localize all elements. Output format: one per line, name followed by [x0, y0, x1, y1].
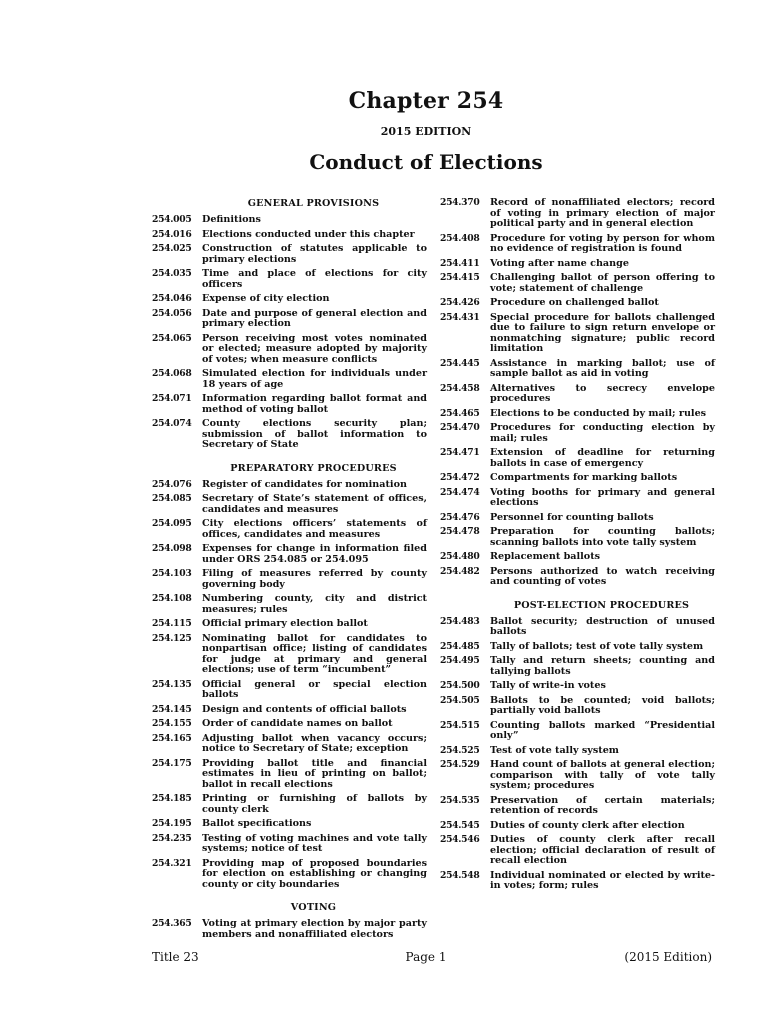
section-caption: Preservation of certain materials; retention of records	[490, 794, 715, 816]
toc-entry	[152, 680, 427, 701]
toc-entry	[440, 473, 715, 484]
toc-entry	[440, 760, 715, 792]
section-caption: Alternatives to secrecy envelope procedures	[490, 382, 715, 404]
section-number: 254.175	[152, 757, 192, 769]
toc-entry	[440, 721, 715, 742]
left-column	[152, 198, 427, 944]
section-number: 254.546	[440, 834, 480, 845]
section-caption: County elections security plan; submission of ballot information to Secretary of State	[202, 418, 427, 450]
section-number: 254.016	[152, 228, 192, 240]
toc-entry	[152, 215, 427, 226]
toc-entry	[440, 681, 715, 692]
toc-entry	[152, 309, 427, 330]
section-number: 254.465	[440, 407, 480, 419]
section-number: 254.482	[440, 565, 480, 577]
section-number: 254.135	[152, 678, 192, 690]
section-caption: Voting at primary election by major party members and nonaffiliated electors	[202, 918, 427, 940]
toc-entry	[152, 734, 427, 755]
toc-entry	[440, 259, 715, 270]
section-number: 254.500	[440, 680, 480, 691]
section-caption: Tally of ballots; test of vote tally system	[490, 640, 704, 652]
section-number: 254.056	[152, 307, 192, 319]
toc-entry	[152, 819, 427, 830]
toc-entry	[440, 384, 715, 405]
section-number: 254.108	[152, 593, 192, 604]
section-caption: Tally and return sheets; counting and tallying ballots	[490, 655, 715, 677]
toc-entry	[152, 244, 427, 265]
section-number: 254.525	[440, 744, 480, 756]
toc-entry	[152, 719, 427, 730]
section-number: 254.005	[152, 214, 192, 225]
toc-entry	[440, 359, 715, 380]
footer-page-number: Page 1	[405, 950, 447, 964]
toc-entry	[152, 594, 427, 615]
section-number: 254.076	[152, 478, 192, 490]
section-caption: Voting booths for primary and general elections	[490, 486, 715, 508]
section-number: 254.515	[440, 719, 480, 731]
toc-entry	[440, 642, 715, 653]
section-caption: Nominating ballot for candidates to nonpartisan office; listing of candidates for judge at primary and general elections; use of term “incumbent”	[202, 632, 427, 675]
section-number: 254.035	[152, 268, 192, 279]
section-caption: Personnel for counting ballots	[490, 511, 654, 523]
section-number: 254.474	[440, 486, 480, 498]
section-number: 254.471	[440, 447, 480, 458]
section-caption: Time and place of elections for city officers	[202, 268, 427, 290]
section-number: 254.365	[152, 918, 192, 929]
section-number: 254.408	[440, 232, 480, 244]
section-caption: Individual nominated or elected by write-in votes; form; rules	[490, 869, 715, 891]
section-caption: Special procedure for ballots challenged due to failure to sign return envelope or nonmatching signature; public record limitation	[490, 311, 715, 354]
section-caption: Date and purpose of general election and primary election	[202, 307, 427, 329]
section-caption: Challenging ballot of person offering to vote; statement of challenge	[490, 272, 715, 294]
section-caption: Providing map of proposed boundaries for election on establishing or changing county or city boundaries	[202, 857, 427, 890]
section-caption: Numbering county, city and district measures; rules	[202, 593, 427, 615]
toc-entry	[152, 834, 427, 855]
toc-entry	[152, 294, 427, 305]
section-caption: Compartments for marking ballots	[490, 472, 678, 483]
section-caption: Filing of measures referred by county governing body	[202, 568, 427, 590]
section-number: 254.472	[440, 472, 480, 483]
section-number: 254.155	[152, 718, 192, 729]
section-number: 254.431	[440, 311, 480, 323]
section-caption: Counting ballots marked “Presidential only”	[490, 719, 715, 741]
section-number: 254.195	[152, 818, 192, 829]
toc-entry	[152, 519, 427, 540]
section-number: 254.235	[152, 832, 192, 844]
section-number: 254.165	[152, 732, 192, 744]
section-caption: Providing ballot title and financial estimates in lieu of printing on ballot; ballot in recall elections	[202, 757, 427, 790]
section-caption: Extension of deadline for returning ballots in case of emergency	[490, 447, 715, 469]
section-number: 254.321	[152, 857, 192, 869]
toc-entry	[440, 409, 715, 420]
toc-entry	[152, 480, 427, 491]
section-number: 254.098	[152, 543, 192, 554]
toc-entry	[152, 369, 427, 390]
section-caption: Persons authorized to watch receiving and counting of votes	[490, 565, 715, 587]
section-heading: POST-ELECTION PROCEDURES	[513, 599, 690, 611]
section-number: 254.370	[440, 197, 480, 208]
section-number: 254.411	[440, 257, 480, 269]
section-caption: Assistance in marking ballot; use of sample ballot as aid in voting	[490, 357, 715, 379]
section-caption: Adjusting ballot when vacancy occurs; notice to Secretary of State; exception	[202, 732, 427, 754]
section-number: 254.125	[152, 632, 192, 644]
section-caption: Hand count of ballots at general election; comparison with tally of vote tally system; procedures	[490, 759, 715, 791]
toc-entry	[152, 569, 427, 590]
section-caption: Duties of county clerk after recall election; official declaration of result of recall election	[490, 834, 715, 866]
section-number: 254.445	[440, 357, 480, 369]
section-number: 254.085	[152, 493, 192, 504]
toc-entry	[440, 871, 715, 892]
section-number: 254.046	[152, 293, 192, 304]
toc-entry	[440, 298, 715, 309]
section-number: 254.483	[440, 615, 480, 627]
toc-entry	[152, 859, 427, 891]
section-number: 254.478	[440, 526, 480, 537]
toc-entry	[152, 494, 427, 515]
toc-entry	[440, 513, 715, 524]
section-caption: Simulated election for individuals under 18 years of age	[202, 368, 427, 390]
section-caption: Order of candidate names on ballot	[202, 718, 393, 729]
toc-entry	[152, 419, 427, 451]
section-number: 254.074	[152, 418, 192, 429]
section-number: 254.095	[152, 518, 192, 529]
section-number: 254.548	[440, 869, 480, 881]
section-caption: Printing or furnishing of ballots by county clerk	[202, 793, 427, 815]
page-title: Conduct of Elections	[309, 150, 543, 174]
toc-entry	[440, 821, 715, 832]
section-caption: Elections to be conducted by mail; rules	[490, 407, 707, 419]
section-number: 254.145	[152, 703, 192, 715]
toc-entry	[440, 617, 715, 638]
toc-entry	[440, 488, 715, 509]
toc-entry	[440, 746, 715, 757]
footer-edition: (2015 Edition)	[624, 950, 712, 964]
toc-entry	[440, 796, 715, 817]
toc-entry	[440, 656, 715, 677]
section-number: 254.545	[440, 819, 480, 831]
toc-entry	[152, 544, 427, 565]
section-number: 254.068	[152, 368, 192, 379]
section-caption: Definitions	[202, 214, 261, 225]
section-caption: Procedure for voting by person for whom no evidence of registration is found	[490, 232, 715, 254]
section-number: 254.505	[440, 694, 480, 706]
section-number: 254.185	[152, 793, 192, 804]
section-caption: Expenses for change in information filed under ORS 254.085 or 254.095	[202, 543, 427, 565]
footer-title: Title 23	[152, 950, 199, 964]
section-number: 254.025	[152, 243, 192, 254]
section-number: 254.529	[440, 759, 480, 770]
section-caption: Secretary of State’s statement of offices, candidates and measures	[202, 493, 427, 515]
edition-label: 2015 EDITION	[380, 125, 472, 138]
chapter-title: Chapter 254	[348, 88, 504, 114]
section-number: 254.476	[440, 511, 480, 523]
section-heading: GENERAL PROVISIONS	[247, 198, 380, 209]
section-number: 254.415	[440, 272, 480, 283]
toc-entry	[440, 567, 715, 588]
section-number: 254.495	[440, 655, 480, 666]
section-caption: Record of nonaffiliated electors; record of voting in primary election of major political party and in general election	[490, 197, 715, 229]
section-number: 254.458	[440, 382, 480, 394]
section-caption: Elections conducted under this chapter	[202, 228, 415, 240]
toc-entry	[440, 527, 715, 548]
section-caption: Expense of city election	[202, 293, 330, 304]
right-column	[440, 198, 715, 896]
toc-entry	[440, 234, 715, 255]
toc-entry	[440, 448, 715, 469]
section-caption: Preparation for counting ballots; scanning ballots into vote tally system	[490, 526, 715, 548]
section-number: 254.071	[152, 393, 192, 404]
toc-entry	[440, 313, 715, 355]
section-number: 254.470	[440, 422, 480, 433]
section-number: 254.115	[152, 618, 192, 629]
section-number: 254.535	[440, 794, 480, 806]
section-caption: Test of vote tally system	[490, 744, 619, 756]
section-caption: City elections officers’ statements of offices, candidates and measures	[202, 518, 427, 540]
toc-entry	[440, 552, 715, 563]
section-caption: Voting after name change	[490, 257, 629, 269]
section-heading: PREPARATORY PROCEDURES	[230, 462, 397, 474]
section-caption: Replacement ballots	[490, 551, 601, 562]
section-number: 254.485	[440, 640, 480, 652]
toc-entry	[152, 394, 427, 415]
section-number: 254.065	[152, 332, 192, 344]
section-number: 254.426	[440, 297, 480, 308]
toc-entry	[440, 198, 715, 230]
section-caption: Ballot security; destruction of unused ballots	[490, 615, 715, 637]
section-caption: Official primary election ballot	[202, 618, 368, 629]
toc-entry	[152, 230, 427, 241]
toc-entry	[152, 705, 427, 716]
section-caption: Testing of voting machines and vote tally systems; notice of test	[202, 832, 427, 854]
toc-entry	[440, 835, 715, 867]
section-caption: Ballot specifications	[202, 818, 312, 829]
toc-entry	[152, 334, 427, 366]
section-caption: Procedures for conducting election by mail; rules	[490, 422, 715, 444]
section-number: 254.480	[440, 551, 480, 562]
section-caption: Ballots to be counted; void ballots; partially void ballots	[490, 694, 715, 716]
toc-entry	[152, 619, 427, 630]
section-caption: Tally of write-in votes	[490, 680, 606, 691]
section-heading: VOTING	[290, 902, 337, 913]
section-caption: Procedure on challenged ballot	[490, 297, 659, 308]
section-caption: Official general or special election ballots	[202, 678, 427, 700]
section-caption: Construction of statutes applicable to primary elections	[202, 243, 427, 265]
section-caption: Register of candidates for nomination	[202, 478, 407, 490]
section-caption: Person receiving most votes nominated or elected; measure adopted by majority of votes; when measure conflicts	[202, 332, 427, 365]
section-number: 254.103	[152, 568, 192, 579]
toc-entry	[152, 794, 427, 815]
section-caption: Information regarding ballot format and method of voting ballot	[202, 393, 427, 415]
toc-entry	[440, 696, 715, 717]
toc-entry	[152, 759, 427, 791]
section-caption: Design and contents of official ballots	[202, 703, 407, 715]
toc-entry	[152, 919, 427, 940]
toc-entry	[440, 273, 715, 294]
toc-entry	[440, 423, 715, 444]
toc-entry	[152, 634, 427, 676]
section-caption: Duties of county clerk after election	[490, 819, 685, 831]
toc-entry	[152, 269, 427, 290]
